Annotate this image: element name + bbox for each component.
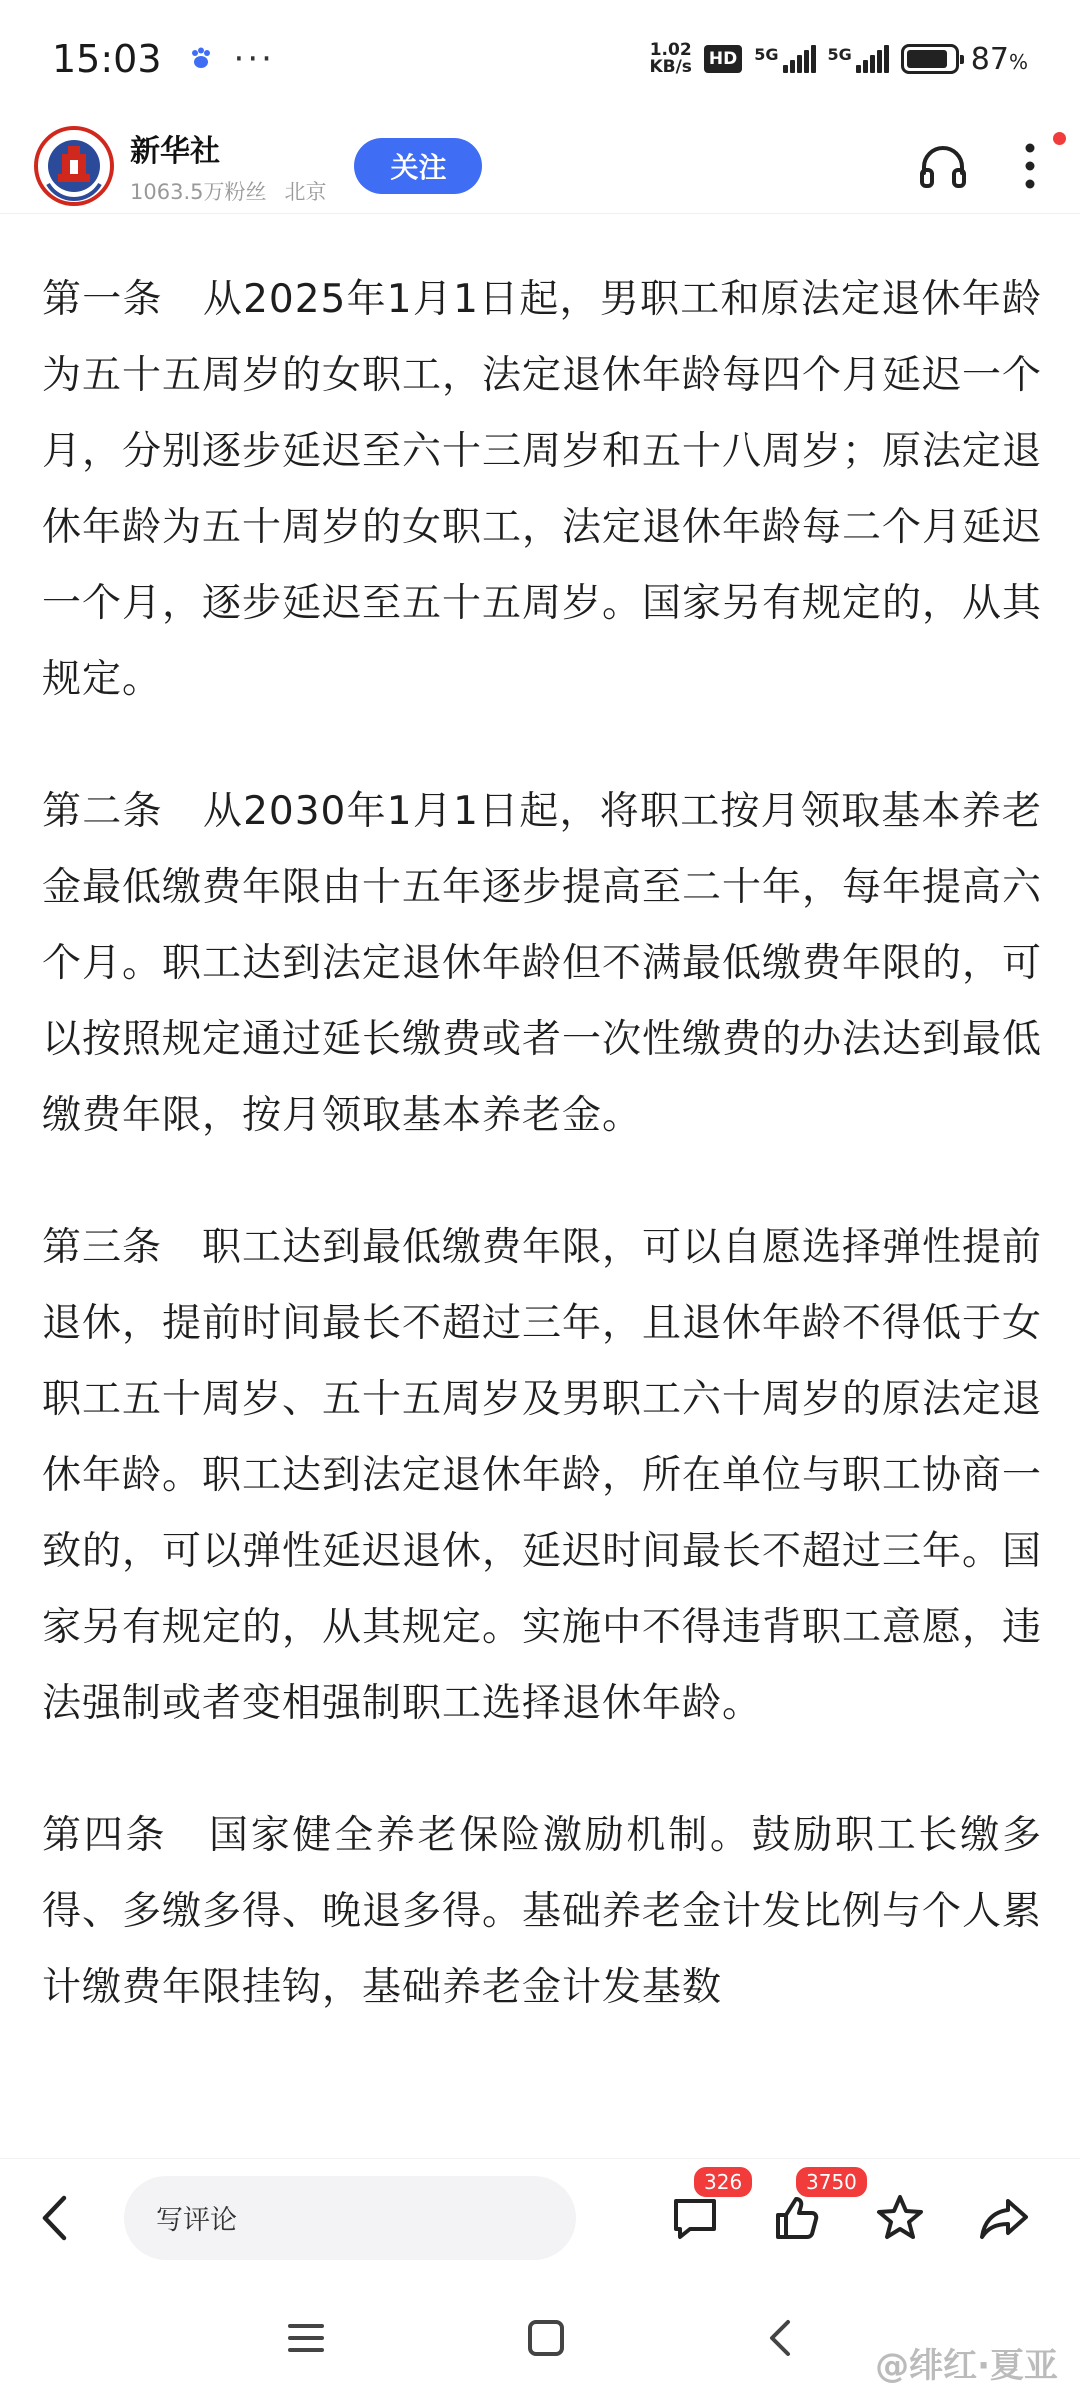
article-paragraph: 第四条 国家健全养老保险激励机制。鼓励职工长缴多得、多缴多得、晚退多得。基础养老金计发比例与个人累计缴费年限挂钩，基础养老金计发基数 (42, 1813, 1042, 2010)
comment-input[interactable]: 写评论 (124, 2176, 576, 2260)
article-paragraph: 第三条 职工达到最低缴费年限，可以自愿选择弹性提前退休，提前时间最长不超过三年，且退休年龄不得低于女职工五十周岁、五十五周岁及男职工六十周岁的原法定退休年龄。职工达到法定退休年龄，所在单位与职工协商一致的，可以弹性延迟退休，延迟时间最长不超过三年。国家另有规定的，从其规定。实施中不得违背职工意愿，违法强制或者变相强制职工选择退休年龄。 (42, 1225, 1042, 1726)
sim2-network-type: 5G (827, 45, 852, 64)
xinhua-logo-icon (38, 130, 110, 202)
hd-voice-badge: HD (704, 45, 742, 73)
battery-fill (907, 50, 947, 68)
status-indicators (649, 42, 1028, 77)
network-speed-unit: KB/s (649, 57, 692, 77)
publisher-name: 新华社 (130, 133, 220, 169)
status-bar (0, 0, 1080, 118)
sim1-network-type: 5G (754, 45, 779, 64)
bottom-action-bar (0, 2158, 1080, 2276)
article-header (0, 118, 1080, 214)
signal-sim2-icon (828, 45, 889, 73)
follower-count: 1063.5万粉丝 (130, 179, 267, 204)
nav-menu-button[interactable] (286, 2320, 326, 2356)
comments-button[interactable] (670, 2169, 743, 2243)
share-button[interactable] (978, 2195, 1030, 2241)
watermark-text: @绯红·夏亚 (875, 2346, 1058, 2386)
back-arrow-icon (40, 2194, 68, 2242)
more-notifications-icon: ··· (233, 39, 275, 79)
headphones-icon (918, 143, 968, 189)
network-speed-value: 1.02 (649, 40, 692, 60)
more-vertical-icon (1024, 142, 1036, 190)
home-square-icon (526, 2318, 566, 2358)
signal-sim1-icon (754, 45, 815, 73)
like-count-badge: 3750 (794, 2165, 869, 2199)
notification-dot (1053, 132, 1066, 145)
star-icon (874, 2193, 926, 2243)
article-actions (670, 2169, 1030, 2243)
status-time: 15:03 (52, 37, 162, 81)
thumbs-up-icon (772, 2193, 822, 2243)
paw-icon (188, 46, 214, 72)
favorite-button[interactable] (874, 2193, 926, 2243)
publisher-info[interactable] (130, 126, 326, 206)
publisher-location: 北京 (284, 179, 327, 204)
listen-button[interactable] (918, 143, 968, 189)
more-options-button[interactable] (1024, 142, 1036, 190)
back-chevron-icon (766, 2318, 794, 2358)
follow-button[interactable]: 关注 (354, 138, 482, 194)
back-button[interactable] (40, 2194, 68, 2242)
article-paragraph: 第一条 从2025年1月1日起，男职工和原法定退休年龄为五十五周岁的女职工，法定退休年龄每四个月延迟一个月，分别逐步延迟至六十三周岁和五十八周岁；原法定退休年龄为五十周岁的女职工，法定退休年龄每二个月延迟一个月，逐步延迟至五十五周岁。国家另有规定的，从其规定。 (42, 277, 1042, 702)
publisher-avatar[interactable] (34, 126, 114, 206)
like-button[interactable] (772, 2169, 857, 2243)
article-paragraph: 第二条 从2030年1月1日起，将职工按月领取基本养老金最低缴费年限由十五年逐步提高至二十年，每年提高六个月。职工达到法定退休年龄但不满最低缴费年限的，可以按照规定通过延长缴费或者一次性缴费的办法达到最低缴费年限，按月领取基本养老金。 (42, 789, 1042, 1138)
publisher-meta (130, 176, 326, 206)
nav-home-button[interactable] (526, 2318, 566, 2358)
menu-icon (286, 2320, 326, 2356)
battery-icon (901, 44, 959, 74)
header-actions (918, 142, 1036, 190)
comment-icon (670, 2193, 720, 2243)
comment-count-badge: 326 (692, 2165, 754, 2199)
article-body (42, 262, 1042, 2158)
nav-back-button[interactable] (766, 2318, 794, 2358)
network-speed (649, 42, 691, 76)
share-icon (978, 2195, 1030, 2241)
battery-percent: 87% (970, 41, 1028, 77)
